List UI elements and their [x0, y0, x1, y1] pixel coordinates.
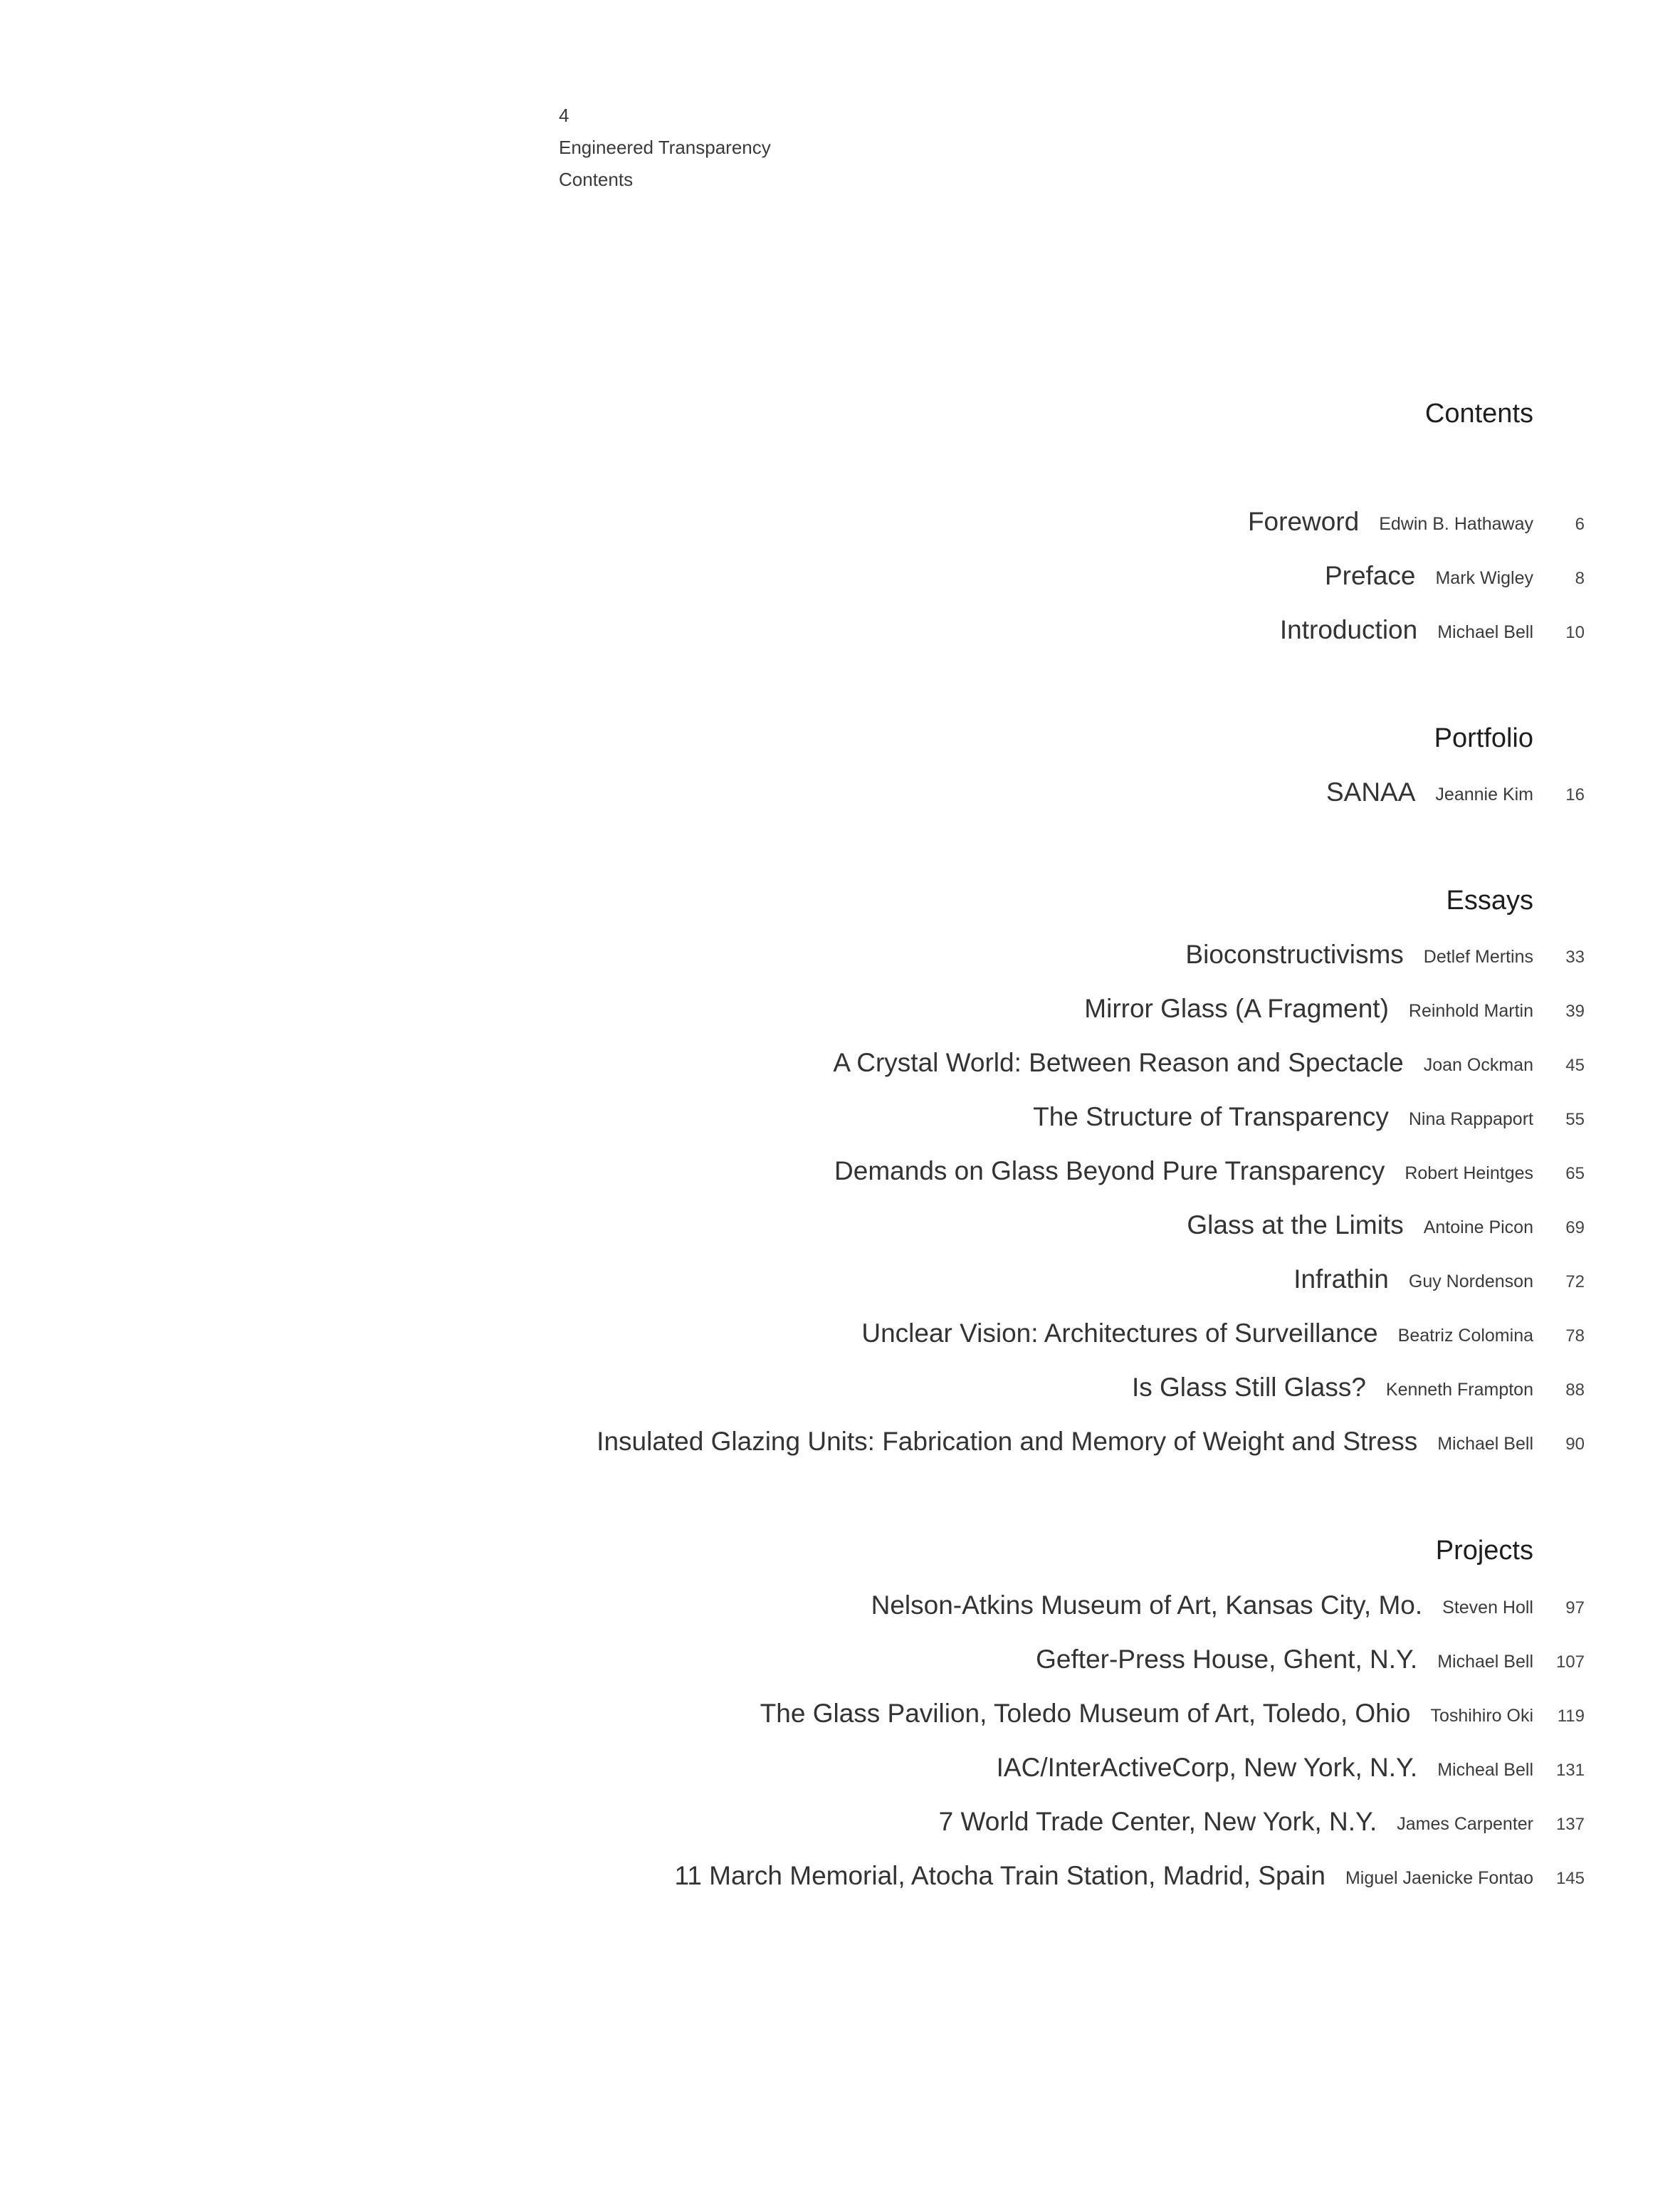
toc-entry-title: 11 March Memorial, Atocha Train Station, Madrid, Spain: [674, 1861, 1325, 1890]
toc-entry-page: 8: [1575, 569, 1585, 588]
toc-entry-title: IAC/InterActiveCorp, New York, N.Y.: [996, 1753, 1418, 1782]
running-section: Contents: [559, 169, 634, 190]
toc-entry-page: 97: [1565, 1598, 1585, 1618]
toc-entry-author: Jeannie Kim: [1435, 785, 1533, 804]
toc-entry[interactable]: [0, 615, 1680, 658]
toc-entry-title: Bioconstructivisms: [1185, 940, 1404, 969]
toc-entry-page: 55: [1565, 1110, 1585, 1129]
toc-entry-title: 7 World Trade Center, New York, N.Y.: [938, 1807, 1377, 1836]
toc-entry-author: Miguel Jaenicke Fontao: [1345, 1868, 1533, 1888]
toc-entry-author: Edwin B. Hathaway: [1379, 514, 1533, 534]
toc-entry[interactable]: [0, 1264, 1680, 1307]
toc-entry-title: Is Glass Still Glass?: [1131, 1373, 1366, 1402]
toc-entry[interactable]: [0, 1102, 1680, 1145]
toc-entry[interactable]: [0, 561, 1680, 604]
toc-entry[interactable]: [0, 940, 1680, 982]
toc-entry-title: Glass at the Limits: [1187, 1210, 1404, 1239]
page-number: 4: [559, 105, 569, 126]
toc-entry-page: 90: [1565, 1435, 1585, 1454]
toc-entry-author: Beatriz Colomina: [1397, 1326, 1533, 1346]
toc-entry[interactable]: [0, 1156, 1680, 1199]
toc-entry-title: The Structure of Transparency: [1033, 1102, 1389, 1131]
toc-entry-author: Joan Ockman: [1423, 1055, 1533, 1075]
toc-entry-author: Micheal Bell: [1437, 1760, 1533, 1780]
toc-entry-author: Robert Heintges: [1405, 1163, 1533, 1183]
toc-entry-title: Unclear Vision: Architectures of Surveillance: [861, 1319, 1378, 1348]
essays-heading: Essays: [1446, 886, 1533, 916]
toc-entry-author: Antoine Picon: [1423, 1217, 1533, 1237]
toc-entry-page: 45: [1565, 1056, 1585, 1075]
toc-entry-page: 16: [1565, 785, 1585, 804]
toc-entry-title: Mirror Glass (A Fragment): [1084, 994, 1389, 1023]
toc-entry-page: 6: [1575, 515, 1585, 534]
toc-entry-author: Michael Bell: [1437, 1434, 1533, 1454]
toc-entry[interactable]: [0, 1319, 1680, 1361]
toc-entry-title: Demands on Glass Beyond Pure Transparency: [834, 1156, 1385, 1185]
toc-entry-author: Detlef Mertins: [1423, 947, 1533, 967]
toc-entry-author: Guy Nordenson: [1408, 1272, 1533, 1291]
toc-entry-page: 65: [1565, 1164, 1585, 1183]
toc-entry-title: SANAA: [1325, 777, 1416, 807]
toc-entry-page: 33: [1565, 948, 1585, 967]
toc-entry[interactable]: [0, 777, 1680, 820]
toc-entry-author: Reinhold Martin: [1408, 1001, 1533, 1021]
toc-entry-page: 119: [1557, 1707, 1585, 1726]
toc-entry-title: The Glass Pavilion, Toledo Museum of Art, Toledo, Ohio: [760, 1699, 1411, 1728]
toc-entry[interactable]: [0, 1210, 1680, 1253]
toc-entry-page: 137: [1555, 1815, 1585, 1834]
toc-entry-page: 107: [1555, 1652, 1585, 1672]
toc-entry[interactable]: [0, 507, 1680, 550]
toc-entry[interactable]: [0, 1590, 1680, 1633]
toc-entry-page: 72: [1565, 1272, 1585, 1291]
toc-entry[interactable]: [0, 1861, 1680, 1904]
toc-entry-title: Infrathin: [1293, 1264, 1389, 1294]
toc-entry-page: 69: [1565, 1218, 1585, 1237]
toc-entry-page: 145: [1555, 1869, 1585, 1888]
toc-entry[interactable]: [0, 1807, 1680, 1850]
toc-entry[interactable]: [0, 1645, 1680, 1687]
toc-entry-page: 131: [1555, 1761, 1585, 1780]
toc-entry[interactable]: [0, 1427, 1680, 1469]
toc-entry-author: Nina Rappaport: [1408, 1109, 1533, 1129]
portfolio-heading: Portfolio: [1434, 723, 1533, 753]
toc-entry-author: Michael Bell: [1437, 622, 1533, 642]
toc-entry[interactable]: [0, 1048, 1680, 1091]
toc-entry[interactable]: [0, 1699, 1680, 1741]
toc-entry-author: Kenneth Frampton: [1385, 1380, 1533, 1400]
toc-entry[interactable]: [0, 1753, 1680, 1796]
toc-entry-author: James Carpenter: [1397, 1814, 1533, 1834]
toc-entry-title: Foreword: [1247, 507, 1360, 536]
toc-entry[interactable]: [0, 994, 1680, 1037]
toc-entry-title: A Crystal World: Between Reason and Spectacle: [833, 1048, 1404, 1077]
toc-entry-page: 78: [1565, 1326, 1585, 1346]
toc-entry-page: 10: [1565, 623, 1585, 642]
projects-heading: Projects: [1435, 1536, 1533, 1566]
toc-entry-author: Michael Bell: [1437, 1652, 1533, 1672]
toc-entry-page: 88: [1565, 1380, 1585, 1400]
toc-entry[interactable]: [0, 1373, 1680, 1415]
toc-entry-title: Insulated Glazing Units: Fabrication and Memory of Weight and Stress: [597, 1427, 1418, 1456]
contents-heading: Contents: [1424, 399, 1533, 429]
toc-entry-title: Gefter-Press House, Ghent, N.Y.: [1036, 1645, 1418, 1674]
toc-entry-author: Steven Holl: [1442, 1598, 1533, 1618]
toc-entry-title: Preface: [1324, 561, 1416, 590]
toc-entry-author: Mark Wigley: [1435, 568, 1533, 588]
toc-entry-author: Toshihiro Oki: [1430, 1706, 1533, 1726]
toc-entry-title: Nelson-Atkins Museum of Art, Kansas City, Mo.: [871, 1590, 1423, 1620]
toc-entry-title: Introduction: [1279, 615, 1418, 644]
toc-entry-page: 39: [1565, 1002, 1585, 1021]
book-title: Engineered Transparency: [559, 137, 771, 158]
